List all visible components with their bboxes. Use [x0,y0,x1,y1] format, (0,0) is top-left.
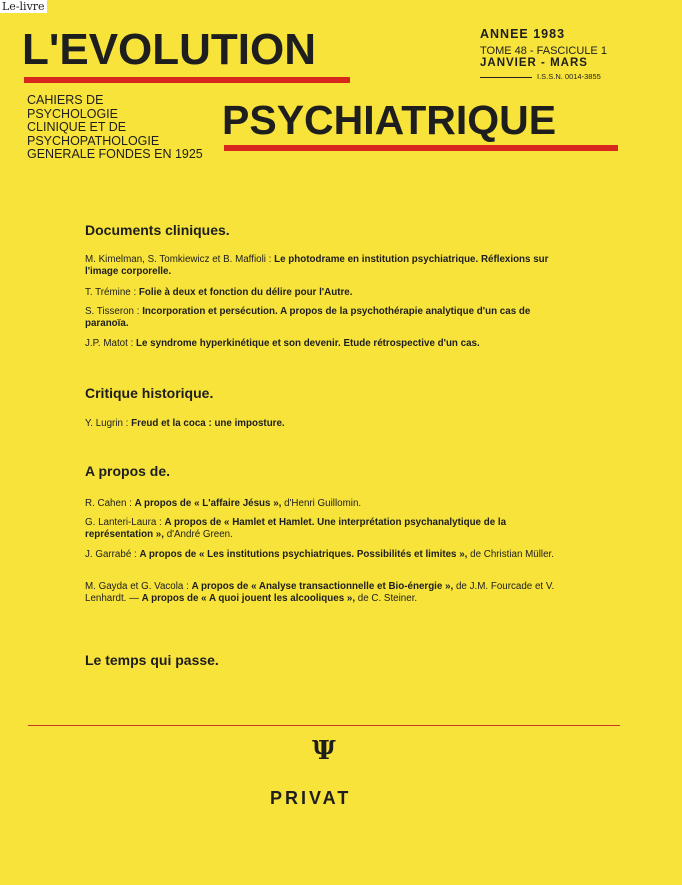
section-heading: Documents cliniques. [85,222,230,238]
subtitle-line: CLINIQUE ET DE [27,120,127,134]
subtitle-line: PSYCHOPATHOLOGIE [27,133,160,148]
entry-title: Freud et la coca : une imposture. [131,418,285,429]
toc-entry [85,581,561,604]
entry-authors: M. Kimelman, S. Tomkiewicz et B. Maffioli : [85,254,272,265]
footer-rule [28,725,620,726]
toc-entry [85,418,561,430]
entry-authors: S. Tisseron : [85,306,140,317]
toc-entry [85,306,561,329]
entry-title: A propos de « A quoi jouent les alcooliques », [141,592,356,604]
entry-authors: J.P. Matot : [85,338,134,349]
subtitle-line: CAHIERS DE [27,93,104,107]
entry-authors: J. Garrabé : [85,549,137,560]
toc-entry [85,338,561,350]
entry-title: A propos de « Les institutions psychiatriques. Possibilités et limites », [139,549,468,560]
entry-title: Le syndrome hyperkinétique et son devenir. Etude rétrospective d'un cas. [136,338,480,349]
entry-authors: Y. Lugrin : [85,418,129,429]
entry-authors: M. Gayda et G. Vacola : [85,581,189,592]
entry-suffix: de J.M. Fourcade et V. Lenhardt. — [85,581,555,604]
journal-title-line2: PSYCHIATRIQUE [222,97,557,143]
entry-title: Folie à deux et fonction du délire pour l'Autre. [138,287,353,298]
toc-entry [85,549,561,561]
issue-info [480,45,607,69]
entry-suffix: d'André Green. [166,528,233,540]
journal-subtitle [27,94,227,162]
subtitle-line: GENERALE FONDES EN 1925 [27,147,203,161]
entry-title: A propos de « Hamlet et Hamlet. Une interprétation psychanalytique de la représentation », [85,517,507,540]
entry-suffix: de C. Steiner. [357,592,418,604]
issue-year: ANNEE 1983 [480,27,566,41]
entry-suffix: de Christian Müller. [470,549,554,560]
section-heading: Critique historique. [85,385,214,401]
toc-entry [85,254,561,277]
title-underline-2 [224,145,618,151]
section-heading: A propos de. [85,463,171,479]
entry-title: Le photodrame en institution psychiatrique. Réflexions sur l'image corporelle. [85,254,549,277]
issn-rule [480,77,532,78]
publisher-name: PRIVAT [270,788,352,808]
entry-authors: T. Trémine : [85,287,137,298]
title-underline-1 [24,77,350,83]
tome-line: TOME 48 - FASCICULE 1 [480,45,607,57]
psi-logo: Ψ [312,736,336,766]
entry-authors: R. Cahen : [85,498,132,509]
period-line: JANVIER - MARS [480,57,588,69]
toc-entry [85,517,561,540]
issn-number: I.S.S.N. 0014-3855 [537,72,601,81]
journal-title-line1: L'EVOLUTION [22,25,317,74]
entry-title: Incorporation et persécution. A propos de la psychothérapie analytique d'un cas de paranoïa. [85,306,531,329]
toc-entry [85,287,561,299]
section-heading: Le temps qui passe. [85,652,219,668]
entry-title: A propos de « Analyse transactionnelle et Bio-énergie », [191,581,454,592]
subtitle-line: PSYCHOLOGIE [27,106,118,121]
entry-authors: G. Lanteri-Laura : [85,517,162,528]
site-watermark: Le-livre [2,0,45,13]
entry-suffix: d'Henri Guillomin. [284,498,362,509]
entry-title: A propos de « L'affaire Jésus », [134,498,282,509]
toc-entry [85,498,561,510]
